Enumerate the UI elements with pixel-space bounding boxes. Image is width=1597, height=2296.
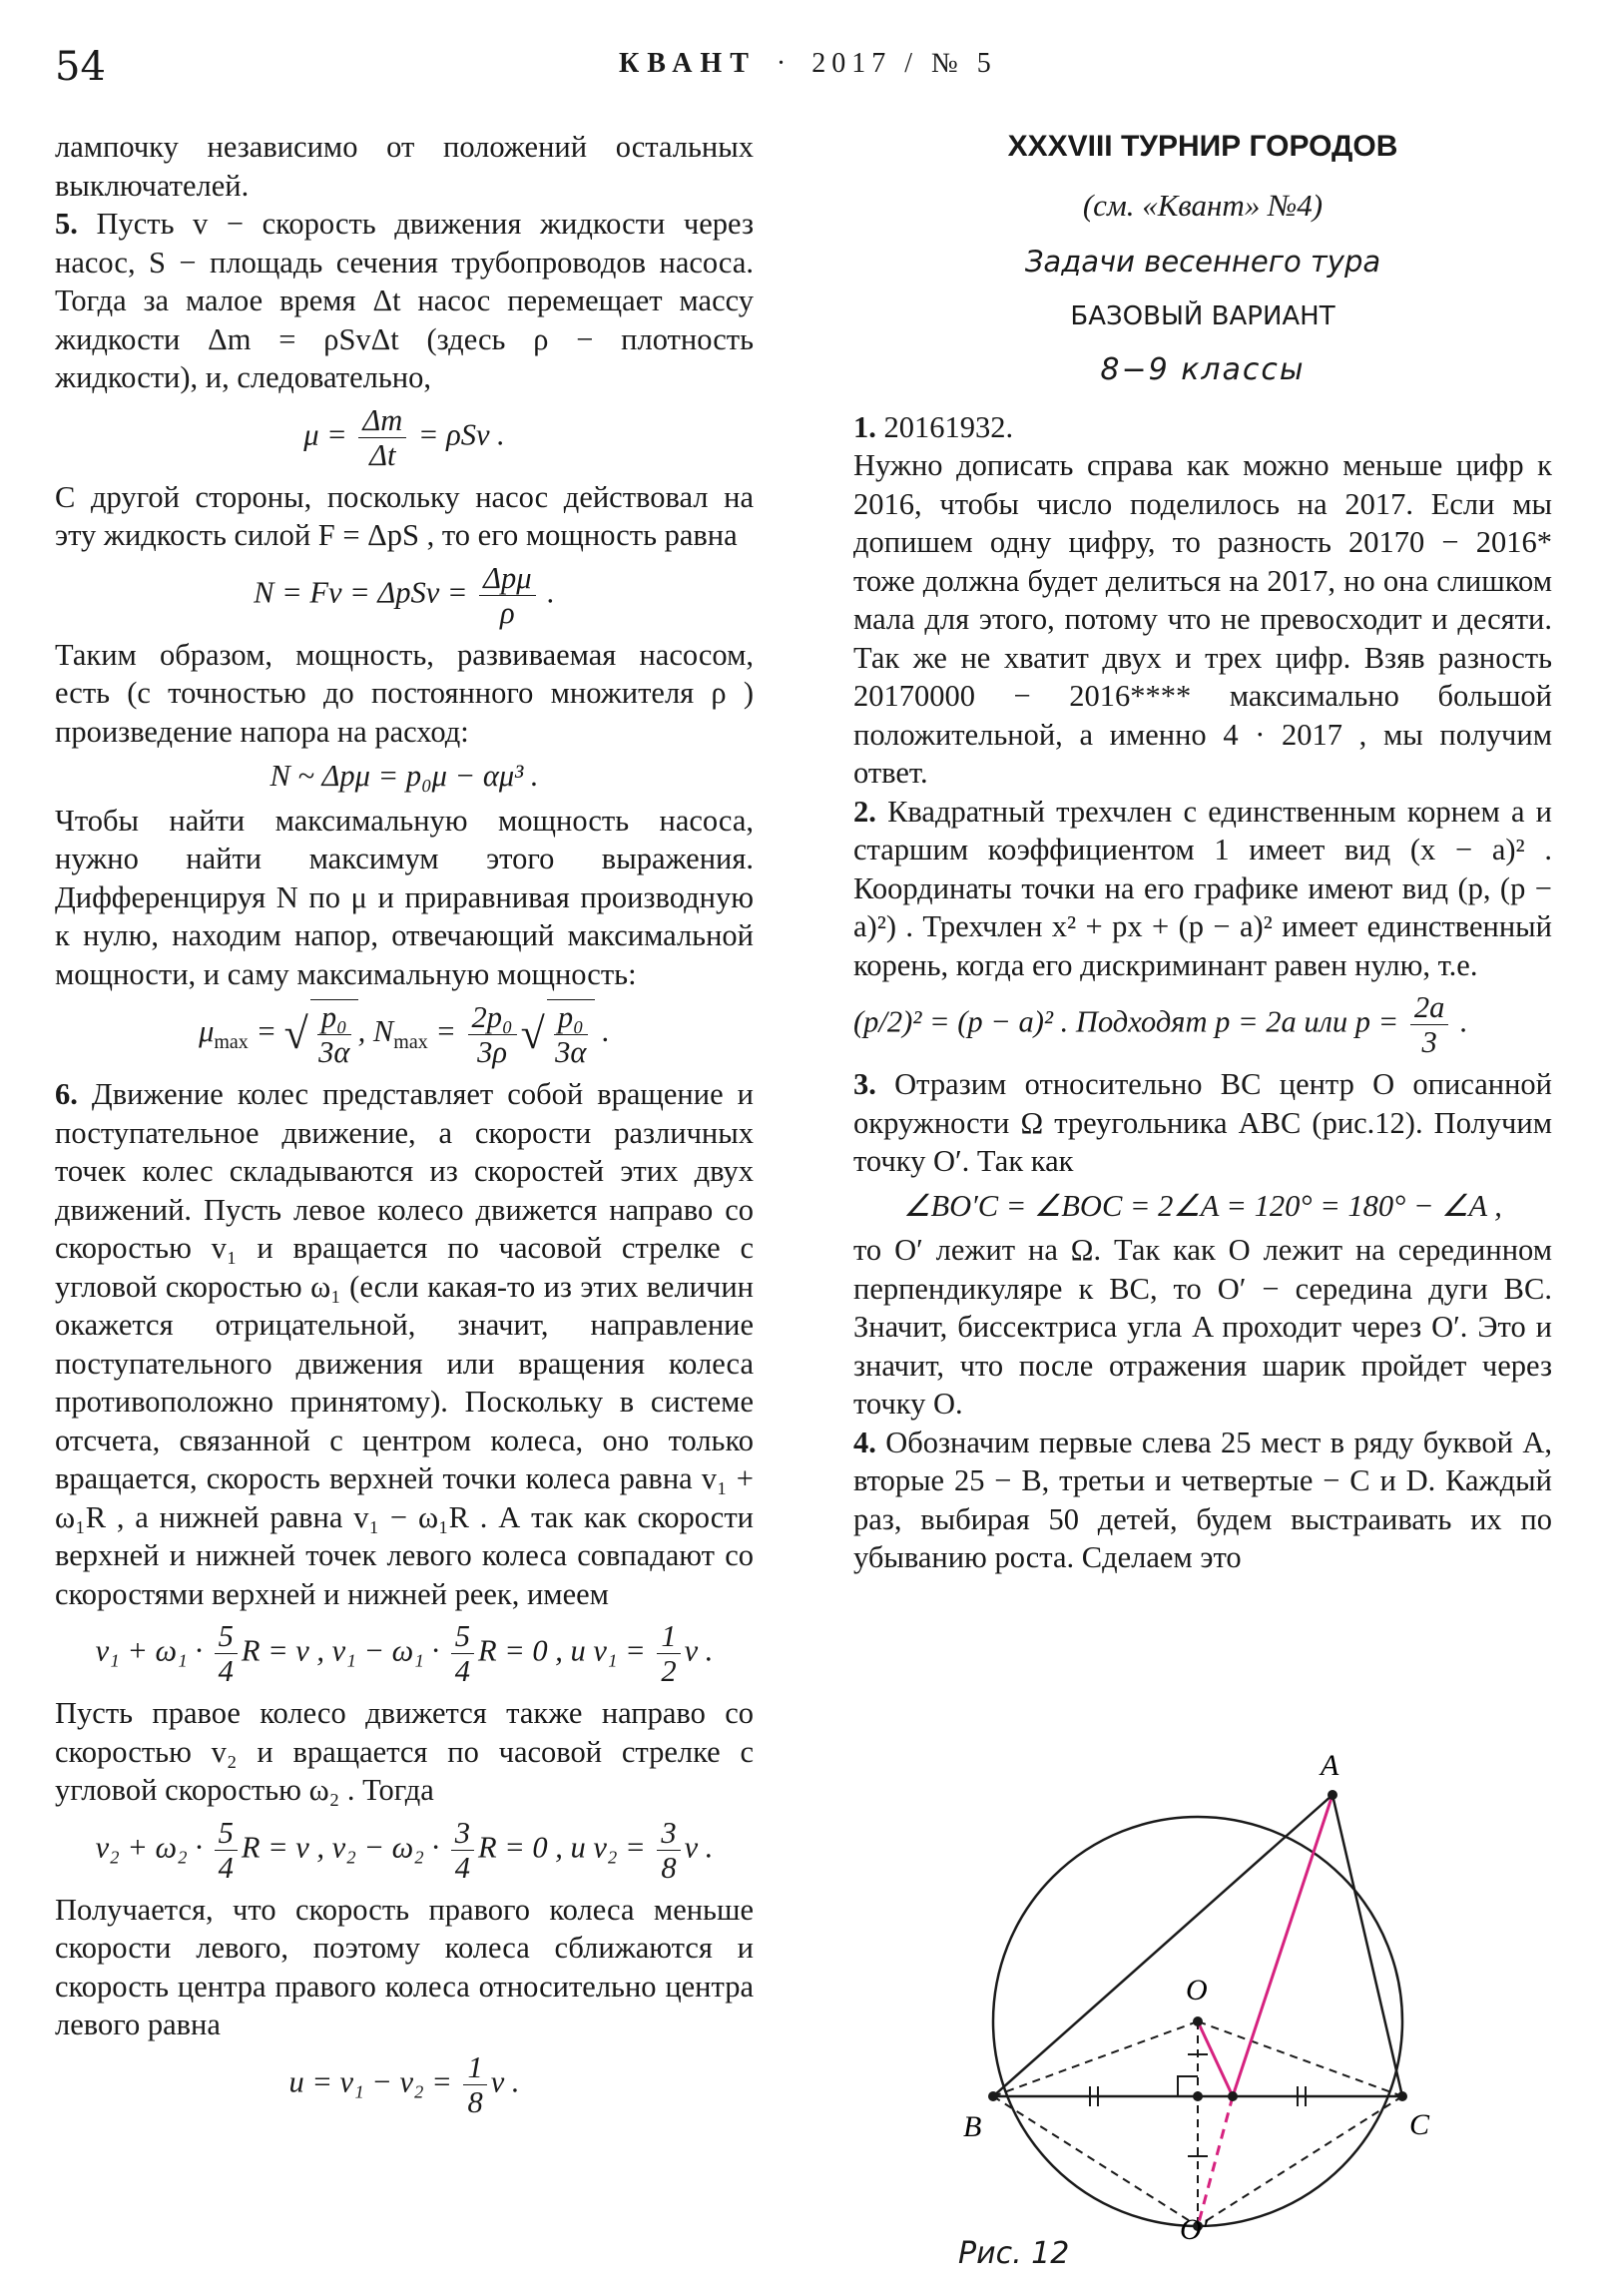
segment-BO2 bbox=[993, 2096, 1198, 2226]
paragraph: Таким образом, мощность, развиваемая насосом, есть (с точностью до постоянного множителя ρ ) произведение напора на расход: bbox=[55, 637, 754, 749]
fraction bbox=[215, 1816, 238, 1885]
formula-wheel-left bbox=[55, 1619, 754, 1688]
right-column bbox=[853, 128, 1552, 1577]
formula-part: . bbox=[539, 575, 555, 609]
numerator: p₀ bbox=[317, 1000, 351, 1035]
formula-part: v . bbox=[490, 2064, 520, 2098]
problem-number: 3. bbox=[853, 1067, 876, 1101]
formula-part: R = 0 , и v₁ = bbox=[477, 1633, 654, 1668]
numerator: 5 bbox=[215, 1816, 238, 1851]
label-O: O bbox=[1186, 1974, 1208, 2007]
fraction bbox=[657, 1619, 680, 1688]
paragraph: лампочку независимо от положений остальных выключателей. bbox=[55, 130, 754, 203]
paragraph: то O′ лежит на Ω. Так как O лежит на серединном перпендикуляре к BC, то O′ − середина дуги BC. Значит, биссектриса угла A проходит через O′. Это и значит, что после отражения шарик пройдет через точку O. bbox=[853, 1233, 1552, 1421]
problem-text: Обозначим первые слева 25 мест в ряду буквой A, вторые 25 − B, третьи и четвертые − C и D. Каждый раз, выбирая 50 детей, будем выстраивать их по убыванию роста. Сделаем это bbox=[853, 1425, 1552, 1574]
section-grade: 8−9 классы bbox=[1100, 352, 1306, 387]
problem-text: Квадратный трехчлен с единственным корнем a и старшим коэффициентом 1 имеет вид (x − a)² . Координаты точки на его графике имеют вид (p, (p − a)²) . Трехчлен x² + px + (p − a)² имеет единственный корень, когда его дискриминант равен нулю, т.е. bbox=[853, 794, 1552, 982]
section-subtitle: Задачи весеннего тура bbox=[1024, 245, 1381, 279]
formula-part: μ bbox=[199, 1014, 215, 1048]
sqrt bbox=[547, 999, 595, 1069]
issue-number: 2017 / № 5 bbox=[811, 48, 997, 79]
paragraph: Чтобы найти максимальную мощность насоса, нужно найти максимум этого выражения. Дифференцируя N по μ и приравнивая производную к нулю, находим напор, отвечающий максимальной мощности, и саму максимальную мощность: bbox=[55, 803, 754, 991]
problem-3 bbox=[853, 1065, 1552, 1181]
problem-text: Отразим относительно BC центр O описанной окружности Ω треугольника ABC (рис.12). Получим точку O′. Так как bbox=[853, 1067, 1552, 1178]
fraction bbox=[463, 2050, 486, 2119]
numerator: Δpμ bbox=[479, 561, 535, 596]
denominator: Δt bbox=[369, 437, 396, 472]
denominator: 3α bbox=[318, 1035, 350, 1069]
formula-part: = ρSv . bbox=[410, 417, 505, 451]
formula-angles: ∠BO′C = ∠BOC = 2∠A = 120° = 180° − ∠A , bbox=[903, 1188, 1502, 1223]
denominator: 3ρ bbox=[477, 1034, 508, 1069]
numerator: 3 bbox=[451, 1816, 474, 1851]
numerator: 3 bbox=[657, 1816, 680, 1851]
subscript: max bbox=[393, 1031, 428, 1054]
numerator: Δm bbox=[358, 403, 406, 438]
formula-part: . bbox=[1452, 1004, 1468, 1039]
formula-part: R = v , v₂ − ω₂ · bbox=[241, 1830, 447, 1864]
side-AC bbox=[1332, 1795, 1402, 2096]
label-A: A bbox=[1321, 1749, 1339, 1782]
problem-text: Пусть v − скорость движения жидкости через насос, S − площадь сечения трубопроводов насоса. Тогда за малое время Δt насос перемещает массу жидкости Δm = ρSvΔt (здесь ρ − плотность жидкости), и, следовательно, bbox=[55, 207, 754, 394]
formula-mu bbox=[55, 403, 754, 472]
sqrt bbox=[310, 999, 358, 1069]
numerator: 2a bbox=[1410, 990, 1449, 1025]
subscript: max bbox=[214, 1031, 249, 1054]
denominator: 3 bbox=[1421, 1025, 1437, 1059]
denominator: 4 bbox=[454, 1654, 470, 1688]
formula-part: = bbox=[427, 1014, 464, 1048]
problem-number: 6. bbox=[55, 1077, 78, 1111]
problem-1 bbox=[853, 408, 1552, 447]
problem-number: 1. bbox=[853, 409, 876, 444]
fraction bbox=[451, 1619, 474, 1688]
formula-part: = bbox=[248, 1014, 284, 1048]
formula-wheel-right bbox=[55, 1816, 754, 1885]
figure-caption: Рис. 12 bbox=[958, 2236, 1070, 2271]
numerator: 5 bbox=[215, 1619, 238, 1654]
paragraph: Получается, что скорость правого колеса меньше скорости левого, поэтому колеса сближаются и скорость центра правого колеса относительно центра левого равна bbox=[55, 1892, 754, 2041]
problem-2 bbox=[853, 793, 1552, 985]
denominator: 8 bbox=[467, 2084, 483, 2119]
formula-part: v . bbox=[684, 1830, 714, 1864]
fraction bbox=[468, 1000, 517, 1069]
geometry-figure bbox=[928, 1737, 1430, 2246]
numerator: 2p₀ bbox=[468, 1000, 517, 1035]
formula-discriminant bbox=[853, 990, 1552, 1059]
formula-part: . bbox=[594, 1014, 610, 1048]
label-C: C bbox=[1409, 2108, 1430, 2141]
section-variant: БАЗОВЫЙ ВАРИАНТ bbox=[1070, 300, 1335, 331]
page-number: 54 bbox=[55, 44, 106, 90]
problem-6 bbox=[55, 1075, 754, 1613]
section-reference: (см. «Квант» №4) bbox=[1082, 187, 1324, 223]
formula-part: R = 0 , и v₂ = bbox=[477, 1830, 654, 1864]
problem-answer: 20161932. bbox=[875, 409, 1014, 444]
fraction bbox=[1410, 990, 1449, 1059]
midpoint-BC bbox=[1193, 2091, 1203, 2101]
problem-number: 2. bbox=[853, 794, 876, 829]
denominator: 8 bbox=[661, 1850, 677, 1885]
problem-number: 5. bbox=[55, 207, 78, 241]
section-title: XXXVIII ТУРНИР ГОРОДОВ bbox=[1007, 130, 1398, 163]
segment-BO bbox=[993, 2021, 1198, 2096]
reflection-point bbox=[1228, 2091, 1238, 2101]
problem-5 bbox=[55, 205, 754, 397]
paragraph: Пусть правое колесо движется также направо со скоростью v₂ и вращается по часовой стрелке с угловой скоростью ω₂ . Тогда bbox=[55, 1696, 754, 1807]
numerator: 1 bbox=[463, 2050, 486, 2085]
left-column bbox=[55, 128, 754, 2125]
formula-N bbox=[55, 561, 754, 630]
point-O bbox=[1193, 2016, 1203, 2026]
formula-u bbox=[55, 2050, 754, 2119]
numerator: 1 bbox=[657, 1619, 680, 1654]
fraction bbox=[479, 561, 535, 630]
formula-part: , N bbox=[357, 1014, 394, 1048]
label-B: B bbox=[963, 2110, 982, 2143]
formula-part: μ = bbox=[303, 417, 355, 451]
sqrt-icon: √ bbox=[520, 1008, 545, 1058]
problem-number: 4. bbox=[853, 1425, 876, 1459]
formula-part: v₁ + ω₁ · bbox=[95, 1633, 211, 1668]
running-head: КВАНТ · 2017 / № 5 bbox=[619, 48, 997, 79]
point-A bbox=[1328, 1790, 1337, 1800]
fraction bbox=[451, 1816, 474, 1885]
fraction bbox=[657, 1816, 680, 1885]
fraction bbox=[554, 1000, 588, 1069]
numerator: 5 bbox=[451, 1619, 474, 1654]
problem-text: Движение колес представляет собой вращение и поступательное движение, а скорости различных точек колес складываются из скоростей этих двух движений. Пусть левое колесо движется направо со скоростью v₁ и вращается по часовой стрелке с угловой скоростью ω₁ (если какая-то из этих величин окажется отрицательной, значит, направление поступательного движения или вращения колеса противоположно принятому). Поскольку в системе отсчета, связанной с центром колеса, оно только вращается, скорость верхней точки колеса равна v₁ + ω₁R , а нижней равна v₁ − ω₁R . А так как скорости верхней и нижней точек левого колеса совпадают со скоростями верхней и нижней реек, имеем bbox=[55, 1077, 754, 1611]
denominator: 3α bbox=[555, 1035, 587, 1069]
fraction bbox=[317, 1000, 351, 1069]
formula-part: v₂ + ω₂ · bbox=[95, 1830, 211, 1864]
formula-part: N = Fv = ΔpSv = bbox=[254, 575, 476, 609]
point-B bbox=[988, 2091, 998, 2101]
formula-N-approx: N ~ Δpμ = p₀μ − αμ³ . bbox=[269, 759, 539, 793]
sqrt-icon: √ bbox=[283, 1008, 308, 1058]
fraction bbox=[358, 403, 406, 472]
formula-part: v . bbox=[684, 1633, 714, 1668]
formula-part: u = v₁ − v₂ = bbox=[288, 2064, 460, 2098]
denominator: 2 bbox=[661, 1654, 677, 1688]
formula-part: (p/2)² = (p − a)² . Подходят p = 2a или p = bbox=[853, 1004, 1406, 1039]
denominator: 4 bbox=[454, 1850, 470, 1885]
formula-part: R = v , v₁ − ω₁ · bbox=[241, 1633, 447, 1668]
denominator: 4 bbox=[218, 1654, 234, 1688]
paragraph: Нужно дописать справа как можно меньше цифр к 2016, чтобы число поделилось на 2017. Если мы допишем одну цифру, то разность 20170 − 2016* тоже должна будет делиться на 2017, но она слишком мала для этого, потому что не превосходит и десяти. Так же не хватит двух и трех цифр. Взяв разность 20170000 − 2016**** максимально большой положительной, а именно 4 · 2017 , мы получим ответ. bbox=[853, 448, 1552, 790]
label-O-prime: O′ bbox=[1180, 2213, 1209, 2246]
denominator: 4 bbox=[218, 1850, 234, 1885]
paragraph: С другой стороны, поскольку насос действовал на эту жидкость силой F = ΔpS , то его мощность равна bbox=[55, 479, 754, 552]
ball-path-extension bbox=[1198, 2096, 1233, 2226]
point-C bbox=[1397, 2091, 1407, 2101]
magazine-name: КВАНТ bbox=[619, 48, 757, 79]
numerator: p₀ bbox=[554, 1000, 588, 1035]
formula-max bbox=[55, 999, 754, 1069]
problem-4 bbox=[853, 1424, 1552, 1577]
fraction bbox=[215, 1619, 238, 1688]
denominator: ρ bbox=[500, 595, 515, 630]
